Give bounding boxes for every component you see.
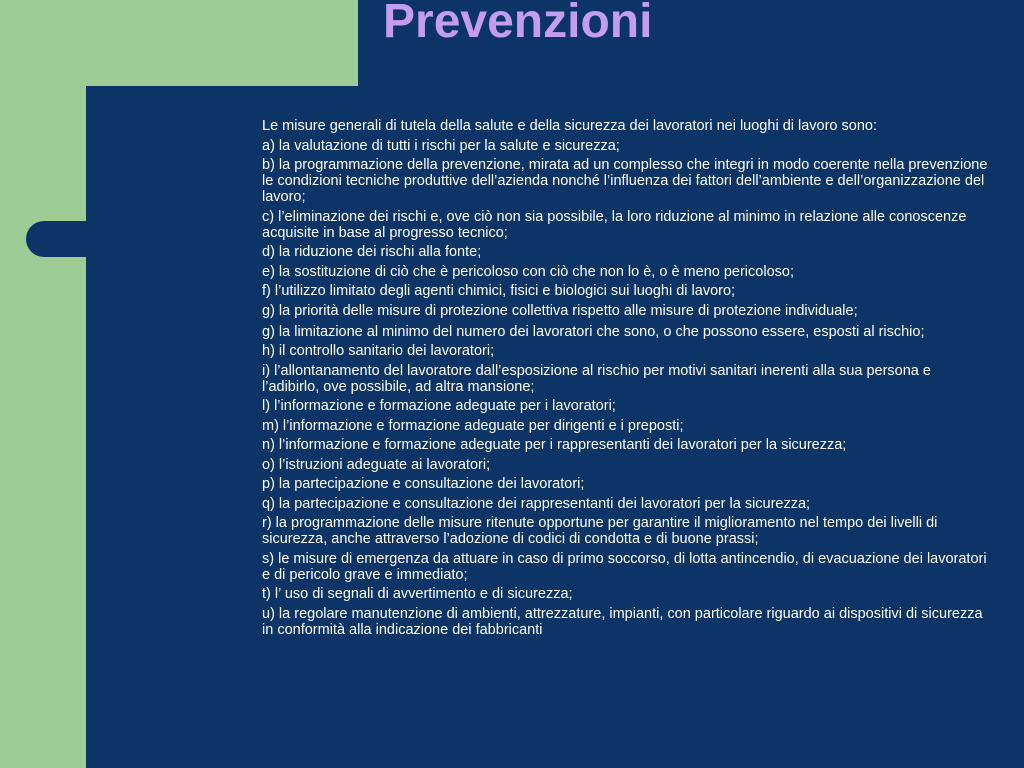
list-item: c) l’eliminazione dei rischi e, ove ciò non sia possibile, la loro riduzione al minimo in relazione alle conoscenze acquisite in base al progresso tecnico;	[262, 208, 967, 241]
list-item: e) la sostituzione di ciò che è pericoloso con ciò che non lo è, o è meno pericoloso;	[262, 263, 794, 280]
list-item: u) la regolare manutenzione di ambienti, attrezzature, impianti, con particolare riguardo ai dispositivi di sicurezza in conformità alla indicazione dei fabbricanti	[262, 605, 983, 638]
intro-text: Le misure generali di tutela della salute e della sicurezza dei lavoratori nei luoghi di lavoro sono:	[262, 118, 877, 134]
content-list	[262, 118, 992, 641]
list-item: g) la limitazione al minimo del numero dei lavoratori che sono, o che possono essere, esposti al rischio;	[262, 324, 925, 340]
list-item: p) la partecipazione e consultazione dei lavoratori;	[262, 476, 585, 492]
list-item: s) le misure di emergenza da attuare in caso di primo soccorso, di lotta antincendio, di evacuazione dei lavoratori e di pericolo grave e immediato;	[262, 550, 987, 583]
list-item: g) la priorità delle misure di protezione collettiva rispetto alle misure di protezione individuale;	[262, 302, 858, 319]
list-item: m) l’informazione e formazione adeguate per dirigenti e i preposti;	[262, 417, 684, 434]
list-item: f) l’utilizzo limitato degli agenti chimici, fisici e biologici sui luoghi di lavoro;	[262, 283, 736, 299]
list-item: b) la programmazione della prevenzione, mirata ad un complesso che integri in modo coerente nella prevenzione le condizioni tecniche produttive dell’azienda nonché l’influenza dei fattori dell’ambiente e dell’organizzazione del lavoro;	[262, 157, 988, 205]
decorative-navy-tab	[26, 221, 146, 257]
list-item: q) la partecipazione e consultazione dei rappresentanti dei lavoratori per la sicurezza;	[262, 495, 811, 512]
list-item: a) la valutazione di tutti i rischi per la salute e sicurezza;	[262, 137, 620, 154]
list-item: t) l’ uso di segnali di avvertimento e di sicurezza;	[262, 586, 573, 602]
decorative-green-band-left	[0, 0, 86, 768]
list-item: d) la riduzione dei rischi alla fonte;	[262, 244, 482, 260]
list-item: o) l’istruzioni adeguate ai lavoratori;	[262, 456, 491, 473]
list-item: h) il controllo sanitario dei lavoratori;	[262, 343, 495, 359]
list-item: r) la programmazione delle misure ritenute opportune per garantire il miglioramento nel tempo dei livelli di sicurezza, anche attraverso l’adozione di codici di condotta e di buone prassi;	[262, 515, 938, 547]
slide-title: Prevenzioni	[383, 0, 653, 48]
list-item: l) l’informazione e formazione adeguate per i lavoratori;	[262, 398, 616, 414]
list-item: n) l’informazione e formazione adeguate per i rappresentanti dei lavoratori per la sicurezza;	[262, 437, 847, 453]
list-item: i) l’allontanamento del lavoratore dall’esposizione al rischio per motivi sanitari inerenti alla sua persona e l’adibirlo, ove possibile, ad altra mansione;	[262, 362, 931, 395]
